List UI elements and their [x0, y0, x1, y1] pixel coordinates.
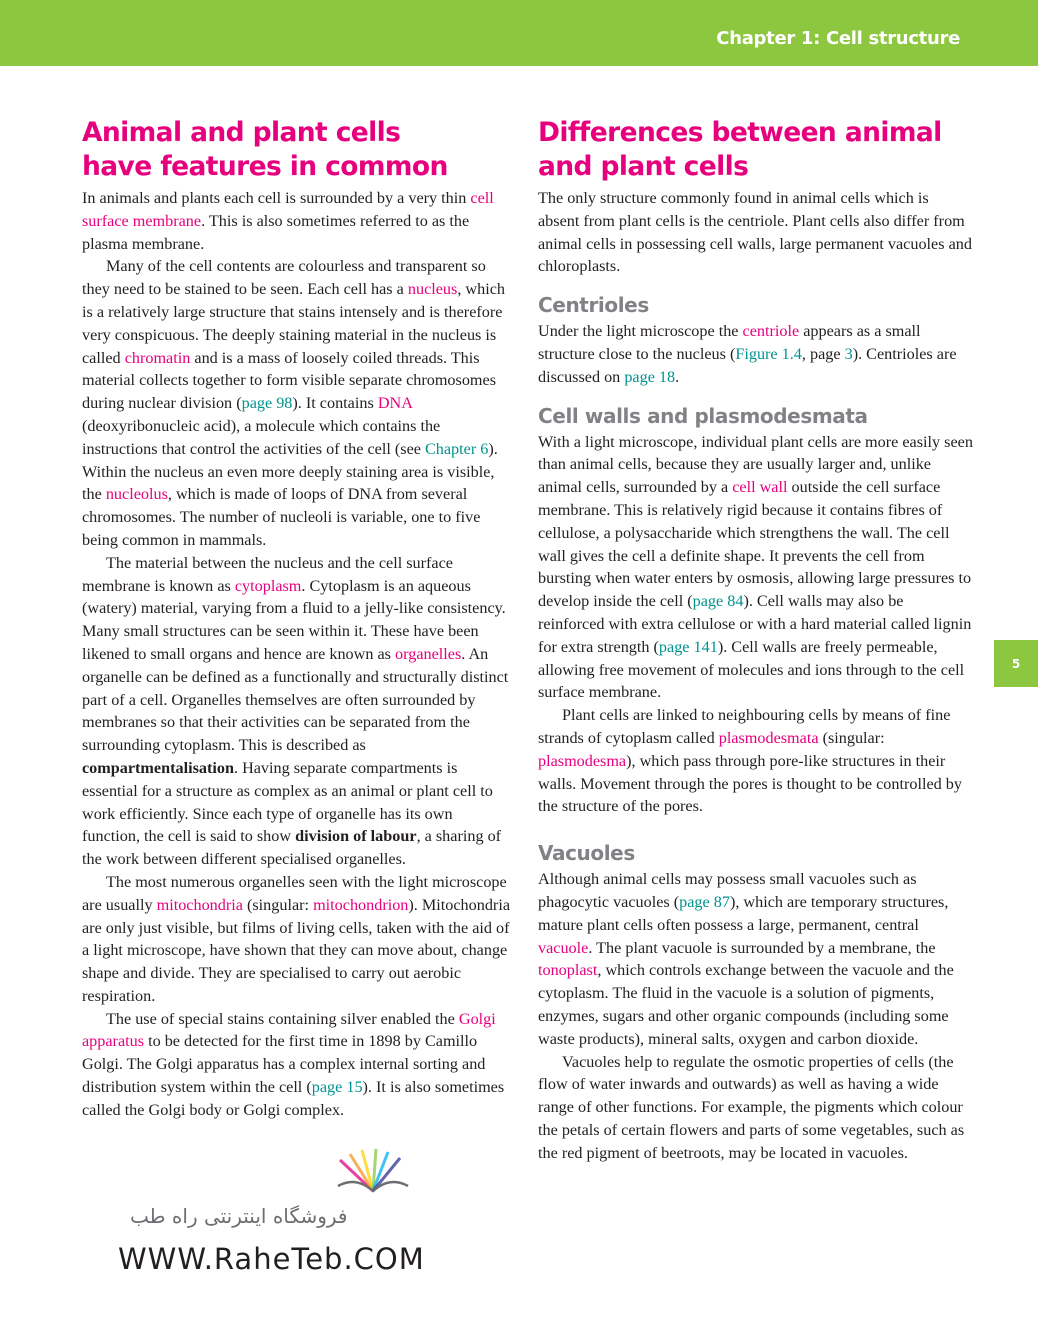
cross-reference[interactable]: page 87	[679, 892, 730, 911]
text-run: Although animal cells may possess small vacuoles such as phagocytic vacuoles (	[538, 870, 917, 911]
right-column	[538, 116, 974, 1164]
text-run: ). Mitochondria are only just visible, but films of living cells, taken with the aid of a light microscope, have shown that they can move about, change shape and divide. They are specialised to carry out aerobic respiration.	[82, 895, 511, 1005]
text-run: .	[675, 367, 680, 386]
text-run: Vacuoles help to regulate the osmotic properties of cells (the flow of water inwards and outwards) as well as having a wide range of other functions. For example, the pigments which colour the petals of certain flowers and parts of some vegetables, such as the red pigment of beetroots, may be located in vacuoles.	[538, 1052, 965, 1162]
text-run: ). It contains	[292, 394, 378, 413]
key-term: DNA	[377, 394, 412, 413]
cross-reference[interactable]: page 98	[241, 394, 293, 413]
subheading-vacuoles: Vacuoles	[538, 841, 635, 866]
key-term: vacuole	[538, 938, 589, 957]
cross-reference[interactable]: Figure 1.4	[735, 344, 802, 363]
text-run: The material between the nucleus and the cell surface membrane is known as	[82, 553, 453, 595]
section-heading-differences: Differences between animal and plant cells	[538, 117, 942, 182]
cross-reference[interactable]: page 84	[692, 592, 744, 611]
key-term: chromatin	[124, 348, 191, 367]
text-run: Under the light microscope the	[538, 322, 743, 341]
text-run: ). Cell walls are freely permeable, allowing free movement of molecules and ions through to the cell surface membrane.	[538, 637, 965, 702]
text-run: In animals and plants each cell is surrounded by a very thin	[82, 189, 471, 207]
text-run: Plant cells are linked to neighbouring cells by means of fine strands of cytoplasm called	[538, 706, 951, 747]
text-run: , which controls exchange between the vacuole and the cytoplasm. The fluid in the vacuole is a solution of pigments, enzymes, sugars and other organic compounds (including some waste products), mineral salts, oxygen and carbon dioxide.	[538, 961, 954, 1048]
text-run: The use of special stains containing silver enabled the	[106, 1009, 459, 1028]
paragraph	[538, 187, 974, 278]
text-run: With a light microscope, individual plant cells are more easily seen than animal cells, because they are usually larger and, unlike animal cells, surrounded by a	[538, 432, 973, 497]
text-run: ), which pass through pore-like structures in their walls. Movement through the pores is thought to be controlled by the structure of the pores.	[538, 751, 962, 816]
paragraph	[538, 1051, 974, 1165]
text-run: , page	[801, 344, 845, 363]
cross-reference[interactable]: page 18	[624, 367, 676, 386]
watermark-url: WWW.RaheTeb.COM	[118, 1242, 425, 1276]
text-run: (deoxyribonucleic acid), a molecule which contains the instructions that control the activities of the cell (see	[82, 416, 441, 458]
text-run: . An organelle can be defined as a functionally and structurally distinct part of a cell. Organelles themselves are often surrounded by membranes so that their activities can be separated from the surrounding cytoplasm. This is described as	[82, 644, 509, 755]
key-term: mitochondria	[156, 895, 243, 914]
key-term: cytoplasm	[234, 576, 302, 595]
paragraph	[538, 320, 974, 388]
paragraph	[538, 868, 974, 1050]
text-run: ). Cell walls may also be reinforced with extra cellulose or with a hard material called lignin for extra strength (	[538, 592, 972, 656]
text-run: The most numerous organelles seen with the light microscope are usually	[82, 872, 507, 914]
key-term: plasmodesmata	[718, 728, 819, 747]
text-run: ), which are temporary structures, mature plant cells often possess a large, permanent, central	[538, 892, 949, 934]
key-term: nucleolus	[105, 485, 168, 504]
text-run: outside the cell surface membrane. This is relatively rigid because it contains fibres of cellulose, a polysaccharide which strengthens the wall. The cell wall gives the cell a definite shape. It prevents the cell from bursting when water enters by osmosis, allowing large pressures to develop inside the cell (	[538, 478, 972, 611]
text-run: , a sharing of the work between different specialised organelles.	[82, 827, 502, 869]
text-run: , which is a relatively large structure that stains intensely and is therefore very conspicuous. The deeply staining material in the nucleus is called	[82, 280, 505, 367]
section-heading-common-features: Animal and plant cells have features in common	[82, 117, 448, 182]
paragraph	[82, 255, 510, 551]
page-number-tab	[994, 640, 1038, 687]
key-term: tonoplast	[538, 961, 598, 980]
cross-reference[interactable]: Chapter 6	[424, 439, 489, 458]
bold-term: division of labour	[295, 827, 417, 846]
bold-term: compartmentalisation	[82, 758, 234, 777]
paragraph	[538, 431, 974, 705]
text-run: . This is also sometimes referred to as the plasma membrane.	[82, 211, 470, 253]
key-term: organelles	[395, 644, 462, 663]
text-run: ). Centrioles are discussed on	[538, 344, 957, 386]
key-term: cell wall	[732, 478, 788, 497]
subheading-centrioles: Centrioles	[538, 293, 649, 318]
key-term: mitochondrion	[313, 895, 409, 914]
text-run: . The plant vacuole is surrounded by a membrane, the	[588, 938, 936, 957]
key-term: plasmodesma	[538, 751, 627, 770]
chapter-header-bar	[0, 0, 1038, 66]
paragraph	[82, 552, 510, 871]
text-run: Many of the cell contents are colourless and transparent so they need to be stained to be seen. Each cell has a	[82, 257, 486, 299]
cross-reference[interactable]: page 141	[658, 637, 718, 656]
text-run: . Having separate compartments is essential for a structure as complex as an animal or plant cell to work efficiently. Since each type of organelle has its own function, the cell is said to show	[82, 758, 493, 846]
paragraph	[82, 1008, 510, 1122]
cross-reference[interactable]: 3	[844, 344, 853, 363]
left-column	[82, 116, 510, 1122]
key-term: centriole	[742, 322, 800, 341]
text-run: to be detected for the first time in 1898 by Camillo Golgi. The Golgi apparatus has a complex internal sorting and distribution system within the cell (	[82, 1032, 486, 1097]
text-run: (singular:	[818, 728, 885, 747]
book-logo-icon	[328, 1146, 418, 1196]
text-run: (singular:	[242, 895, 314, 914]
chapter-title: Chapter 1: Cell structure	[716, 28, 960, 49]
subheading-cell-walls: Cell walls and plasmodesmata	[538, 403, 868, 428]
page-number: 5	[1011, 656, 1021, 671]
text-run: . Cytoplasm is an aqueous (watery) material, varying from a fluid to a jelly-like consistency. Many small structures can be seen within it. These have been likened to small organs and hence are known as	[82, 576, 506, 663]
text-run: , which is made of loops of DNA from several chromosomes. The number of nucleoli is variable, one to five being common in mammals.	[82, 485, 481, 549]
key-term: nucleus	[407, 280, 458, 299]
paragraph	[82, 187, 510, 255]
paragraph	[538, 704, 974, 818]
paragraph	[82, 871, 510, 1008]
watermark	[100, 1146, 520, 1286]
text-run: and is a mass of loosely coiled threads. This material collects together to form visible separate chromosomes during nuclear division (	[82, 348, 496, 413]
text-run: ). Within the nucleus an even more deeply staining area is visible, the	[82, 439, 498, 504]
key-term: Golgi apparatus	[82, 1009, 496, 1051]
text-run: The only structure commonly found in animal cells which is absent from plant cells is the centriole. Plant cells also differ from animal cells in possessing cell walls, large permanent vacuoles and chloroplasts.	[538, 189, 972, 276]
watermark-brand: فروشگاه اینترنتی راه طب	[130, 1204, 348, 1228]
text-run: appears as a small structure close to the nucleus (	[538, 322, 921, 363]
cross-reference[interactable]: page 15	[311, 1078, 363, 1097]
key-term: cell surface membrane	[82, 189, 494, 230]
text-run: ). It is also sometimes called the Golgi body or Golgi complex.	[82, 1078, 505, 1119]
